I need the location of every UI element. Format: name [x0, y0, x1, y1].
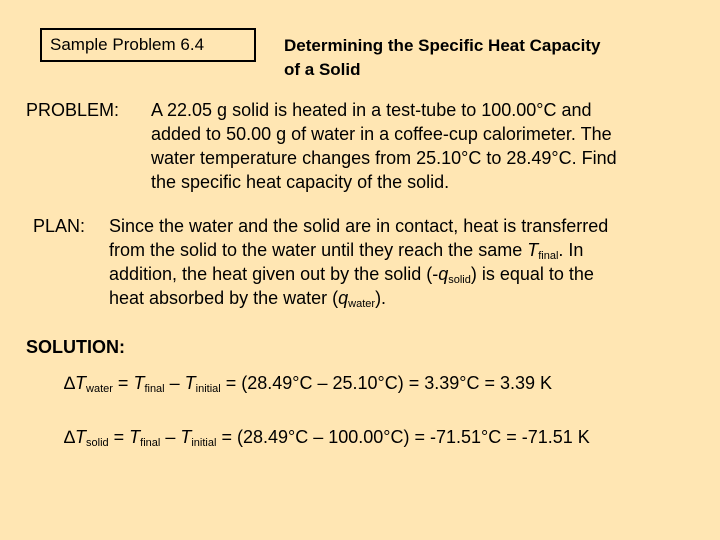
plan-label: PLAN: — [33, 216, 86, 236]
equation-delta-t-solid: $\Delta T_{solid} = T_{final} - T_{initial} = (28.49^\circ C - 100.00^\circ C) = -71.51^\circ C = -71.51$ K — [64, 427, 590, 449]
problem-line: water temperature changes from 25.10°C to 28.49°C. Find — [151, 148, 617, 168]
solution-label: SOLUTION: — [26, 337, 125, 357]
plan-line: from the solid to the water until they reach the same $T_{final}$. In — [109, 240, 584, 262]
sample-problem-label: Sample Problem 6.4 — [50, 35, 205, 54]
title-line-1: Determining the Specific Heat Capacity — [284, 36, 601, 55]
problem-text — [151, 98, 617, 194]
plan-line: heat absorbed by the water $(q_{water})$. — [109, 288, 387, 310]
plan-text — [109, 214, 608, 310]
problem-label: PROBLEM: — [26, 100, 120, 120]
page-title — [284, 34, 600, 82]
problem-line: the specific heat capacity of the solid. — [151, 172, 450, 192]
problem-line: added to 50.00 g of water in a coffee-cup calorimeter. The — [151, 124, 612, 144]
plan-line: addition, the heat given out by the solid $(-q_{solid})$ is equal to the — [109, 264, 594, 286]
plan-line: Since the water and the solid are in contact, heat is transferred — [109, 216, 609, 236]
equation-delta-t-water: $\Delta T_{water} = T_{final} - T_{initial} = (28.49^\circ C - 25.10^\circ C) = 3.39^\circ C = 3.39$ K — [64, 373, 553, 395]
sample-problem-box — [40, 28, 256, 62]
title-line-2: of a Solid — [284, 60, 361, 79]
problem-line: A 22.05 g solid is heated in a test-tube to 100.00°C and — [151, 100, 592, 120]
